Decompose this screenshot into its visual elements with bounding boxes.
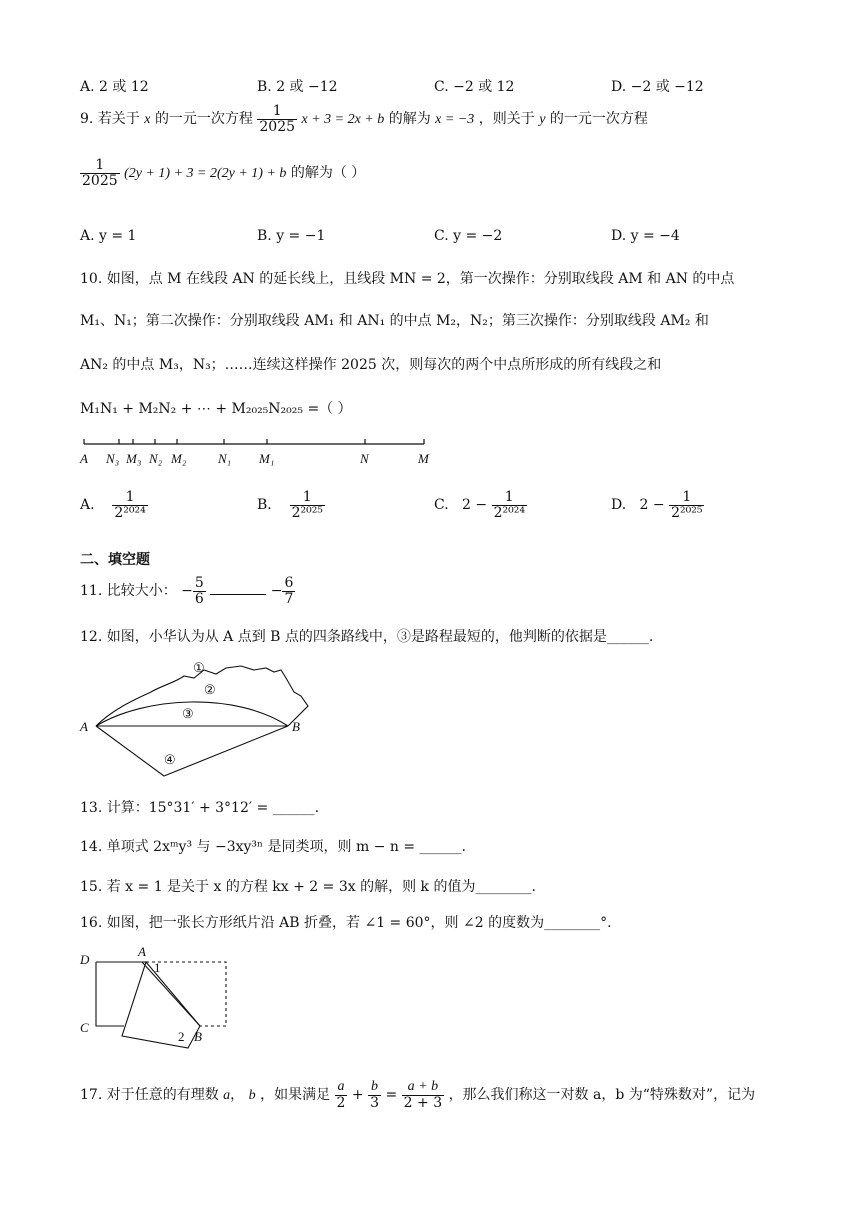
q8-option-b: B. 2 或 −12	[257, 79, 338, 95]
label-n: N	[360, 451, 369, 466]
q8-option-a: A. 2 或 12	[80, 79, 149, 95]
q9-option-a: A. y = 1	[80, 228, 137, 244]
q16-text: 16. 如图，把一张长方形纸片沿 AB 折叠，若 ∠1 = 60°，则 ∠2 的度数为________°.	[80, 915, 612, 931]
rect-left-part	[96, 962, 124, 1026]
q9-option-d: D. y = −4	[611, 228, 680, 244]
label-route-1: ①	[193, 660, 205, 675]
label-a: A	[80, 451, 88, 466]
route-1	[96, 666, 308, 726]
label-a: A	[138, 944, 146, 959]
folded-flap	[122, 962, 200, 1048]
q9-option-c: C. y = −2	[434, 228, 503, 244]
q17: 17. 对于任意的有理数 a， b ，如果满足 $\frac{a}{2}$ + $\frac{b}{3}$ = $\frac{a + b}{2 + 3}$ ，那么我们称这一对数 a，b 为“特殊数对”，记为	[80, 1079, 756, 1111]
q9-line2: $\frac{1}{2025}$ (2y + 1) + 3 = 2(2y + 1) + b 的解为（ ）	[82, 157, 366, 189]
label-a: A	[80, 719, 88, 734]
fold-line-ab	[142, 962, 200, 1026]
q12-text: 12. 如图，小华认为从 A 点到 B 点的四条路线中，③是路程最短的，他判断的依据是______.	[80, 629, 654, 645]
label-n3: N₃	[106, 451, 120, 466]
label-m3: M₃	[126, 451, 142, 466]
q15: 15. 若 x = 1 是关于 x 的方程 kx + 2 = 3x 的解，则 k 的值为________.	[80, 879, 536, 895]
q10-segment-diagram	[76, 432, 446, 472]
section-heading: 二、填空题	[80, 552, 150, 568]
q16-diagram	[76, 944, 236, 1054]
label-b: B	[194, 1029, 202, 1044]
label-m: M	[418, 451, 429, 466]
q9-line1: 9. 若关于 x 的一元一次方程 $\frac{1}{2025}$ x + 3 = 2x + b 的解为 x = −3 ，则关于 y 的一元一次方程	[80, 103, 648, 135]
q13: 13. 计算：15°31′ + 3°12′ = ______.	[80, 800, 320, 816]
label-route-4: ④	[164, 752, 176, 767]
label-m2: M₂	[171, 451, 187, 466]
label-m1: M₁	[259, 451, 275, 466]
label-b: B	[292, 719, 300, 734]
label-d: D	[80, 952, 90, 967]
q10-option-c: C. 2 − $\frac{1}{\text{2²⁰²⁴}}$	[434, 489, 525, 521]
q8-option-c: C. −2 或 12	[434, 79, 515, 95]
label-angle-2: 2	[178, 1029, 185, 1044]
q10-line3: AN₂ 的中点 M₃，N₃；……连续这样操作 2025 次，则每次的两个中点所形成的所有线段之和	[80, 357, 662, 373]
q12-diagram	[76, 656, 316, 778]
q14: 14. 单项式 2xᵐy³ 与 −3xy³ⁿ 是同类项，则 m − n = ______.	[80, 839, 466, 855]
label-route-2: ②	[204, 682, 216, 697]
q10-line1: 10. 如图，点 M 在线段 AN 的延长线上，且线段 MN = 2，第一次操作：分别取线段 AM 和 AN 的中点	[80, 271, 735, 287]
label-n2: N₂	[149, 451, 163, 466]
label-angle-1: 1	[154, 960, 161, 975]
q8-option-d: D. −2 或 −12	[611, 79, 704, 95]
q11: 11. 比较大小： − $\frac{5}{6}$ − $\frac{6}{7}$	[80, 575, 294, 607]
q11-answer-blank	[210, 582, 266, 595]
q10-option-b: B. $\frac{1}{\text{2²⁰²⁵}}$	[257, 489, 323, 521]
q10-option-a: A. $\frac{1}{\text{2²⁰²⁴}}$	[80, 489, 146, 521]
q9-option-b: B. y = −1	[257, 228, 326, 244]
label-c: C	[80, 1020, 89, 1035]
q10-line2: M₁、N₁；第二次操作：分别取线段 AM₁ 和 AN₁ 的中点 M₂，N₂；第三次操作：分别取线段 AM₂ 和	[80, 313, 709, 329]
label-route-3: ③	[182, 706, 194, 721]
q10-line4: M₁N₁ + M₂N₂ + ⋯ + M₂₀₂₅N₂₀₂₅ =（ ）	[80, 401, 352, 417]
q10-option-d: D. 2 − $\frac{1}{\text{2²⁰²⁵}}$	[611, 489, 703, 521]
label-n1: N₁	[218, 451, 232, 466]
route-4	[96, 726, 288, 776]
